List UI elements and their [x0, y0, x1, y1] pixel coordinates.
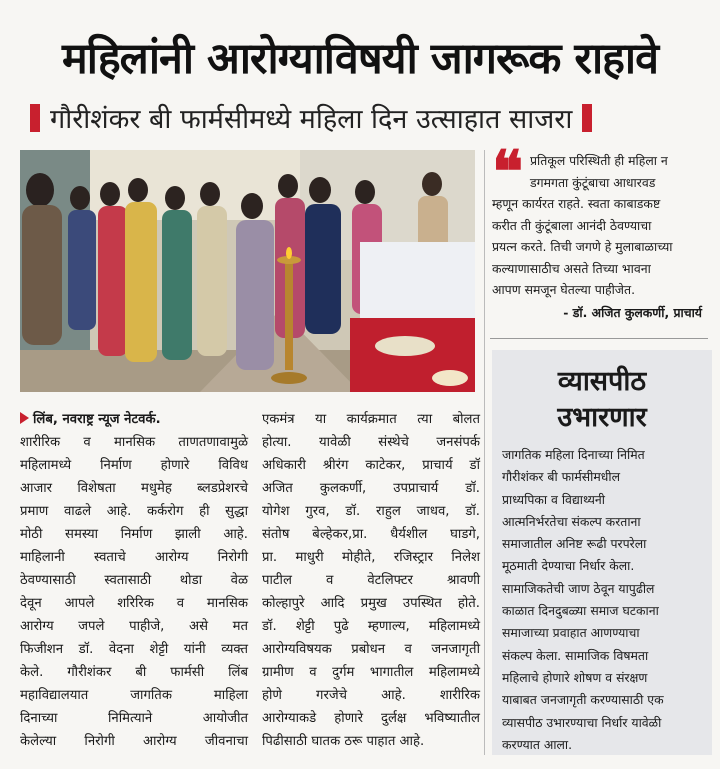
body-line: महिलामध्ये निर्माण होणारे विविध [20, 458, 248, 473]
quote-mark-icon: ❝ [492, 138, 524, 206]
body-line: फिजीशन डॉ. वेदना शेट्टी यांनी व्यक्त [20, 642, 248, 657]
sidebar-line: काळात दिनदुबळ्या समाज घटकाना [502, 603, 659, 619]
body-line: आरोग्यविषयक प्रबोधन व जनजागृती [262, 642, 480, 657]
body-line: मोठी समस्या निर्माण झाली आहे. [20, 527, 248, 542]
pull-quote [490, 138, 710, 330]
quote-text-continued [492, 193, 708, 301]
body-line: केले. गौरीशंकर बी फार्मसी लिंब [20, 665, 248, 680]
article-dateline [20, 408, 248, 431]
sidebar-line: जागतिक महिला दिनाच्या निमित [502, 447, 645, 462]
quote-text [530, 150, 710, 193]
body-line: प्रा. माधुरी मोहीते, रजिस्ट्रार निलेश [262, 550, 480, 565]
dateline-text: लिंब, नवराष्ट्र न्यूज नेटवर्क. [33, 412, 161, 427]
sidebar-line: याबाबत जनजागृती करण्यासाठी एक [502, 692, 664, 708]
body-line: होणे गरजेचे आहे. शारीरिक [262, 688, 480, 703]
body-line: संतोष बेल्हेकर,प्रा. धैर्यशील घाडगे, [262, 527, 480, 542]
article-headline: महिलांनी आरोग्याविषयी जागरूक राहावे [62, 34, 658, 84]
body-line: प्रमाण वाढले आहे. कर्करोग ही सुद्धा [20, 504, 248, 519]
body-line: केलेल्या निरोगी आरोग्य जीवनाचा [20, 734, 248, 749]
article-subheadline-row [30, 100, 700, 140]
sidebar-line: सामाजिकतेची जाण ठेवून यापुढील [502, 580, 655, 596]
article-subheadline: गौरीशंकर बी फार्मसीमध्ये महिला दिन उत्साहात साजरा [50, 104, 573, 135]
article-column-1 [20, 408, 248, 753]
sidebar-line: मूठमाती देण्याचा निर्धार केला. [502, 558, 635, 574]
body-line: अधिकारी श्रीरंग काटेकर, प्राचार्य डॉ [262, 458, 480, 473]
quote-separator [490, 338, 708, 339]
sidebar-line: संकल्प केला. सामाजिक विषमता [502, 647, 649, 663]
sidebar-line: करण्यात आला. [502, 736, 573, 752]
article-column-2 [262, 408, 480, 753]
body-line: होत्या. यावेळी संस्थेचे जनसंपर्क [262, 435, 480, 450]
body-line: अजित कुलकर्णी, उपप्राचार्य डॉ. [262, 481, 480, 496]
body-line: आरोग्याकडे होणारे दुर्लक्ष भविष्यातील [262, 711, 480, 726]
body-line: डॉ. शेट्टी पुढे म्हणाल्य, महिलामध्ये [262, 619, 480, 634]
sidebar-title-line1: व्यासपीठ [557, 366, 647, 397]
body-line: एकमंत्र या कार्यक्रमात त्या बोलत [262, 412, 480, 427]
sidebar-line: आत्मनिर्भरतेचा संकल्प करताना [502, 513, 641, 529]
quote-line: कल्याणासाठीच असते तिच्या भावना [492, 260, 651, 276]
quote-line: आपण समजून घेतल्या पाहीजेत. [492, 282, 636, 297]
sidebar-line: प्राध्यपिका व विद्याथ्यनी [502, 491, 606, 507]
quote-line: डगमगता कुंटूंबाचा आधारवड [530, 174, 656, 190]
column-rule [484, 150, 485, 755]
quote-author: - डॉ. अजित कुलकर्णी, प्राचार्य [563, 305, 702, 320]
body-line: ग्रामीण व दुर्गम भागातील महिलामध्ये [262, 665, 480, 680]
sidebar-line: व्यासपीठ उभारण्याचा निर्धार यावेळी [502, 714, 662, 730]
body-line: शारीरिक व मानसिक ताणतणावामुळे [20, 435, 248, 450]
sidebar-title-line2: उभारणार [557, 402, 647, 433]
body-line: पाटील व वेटलिफ्टर श्रावणी [262, 573, 480, 588]
body-line: ठेवण्यासाठी स्वतासाठी थोडा वेळ [20, 573, 248, 588]
quote-line: म्हणून कार्यरत राहते. स्वता काबाडकष्ट [492, 196, 661, 211]
body-line: पिढीसाठी घातक ठरू पाहात आहे. [262, 734, 425, 749]
sidebar-line: समाजाच्या प्रवाहात आणण्याचा [502, 625, 640, 641]
quote-line: प्रतिकूल परिस्थिती ही महिला न [530, 153, 668, 168]
quote-line: प्रयत्न करते. तिची जगणे हे मुलाबाळाच्या [492, 239, 673, 254]
body-line: माहिलानी स्वताचे आरोग्य निरोगी [20, 550, 248, 565]
body-line: दिनाच्या निमित्याने आयोजीत [20, 711, 248, 726]
dateline-triangle-icon [20, 412, 29, 424]
body-line: योगेश गुरव, डॉ. राहुल जाधव, डॉ. [262, 504, 480, 519]
body-line: आजार विशेषता मधुमेह ब्लडप्रेशरचे [20, 481, 248, 496]
event-photo [20, 150, 475, 392]
sidebar-line: समाजातील अनिष्ट रूढी परपरेला [502, 536, 647, 552]
sidebar-line: महिलाचे होणारे शोषण व संरक्षण [502, 669, 648, 685]
body-line: महाविद्यालयात जागतिक माहिला [20, 688, 248, 703]
body-line: आरोग्य जपले पाहीजे, असे मत [20, 619, 248, 634]
sidebar-title [492, 364, 712, 436]
sidebar-line: गौरीशंकर बी फार्मसीमधील [502, 469, 621, 485]
sidebar-box [492, 350, 712, 755]
body-line: देवून आपले शरिरिक व मानसिक [20, 596, 248, 611]
accent-bar-left [30, 104, 40, 132]
accent-bar-right [582, 104, 592, 132]
quote-line: करीत ती कुंटूंबाला आनंदी ठेवण्याचा [492, 217, 652, 233]
sidebar-body [502, 444, 705, 756]
body-line: कोल्हापुरे आदि प्रमुख उपस्थित होते. [262, 596, 480, 611]
